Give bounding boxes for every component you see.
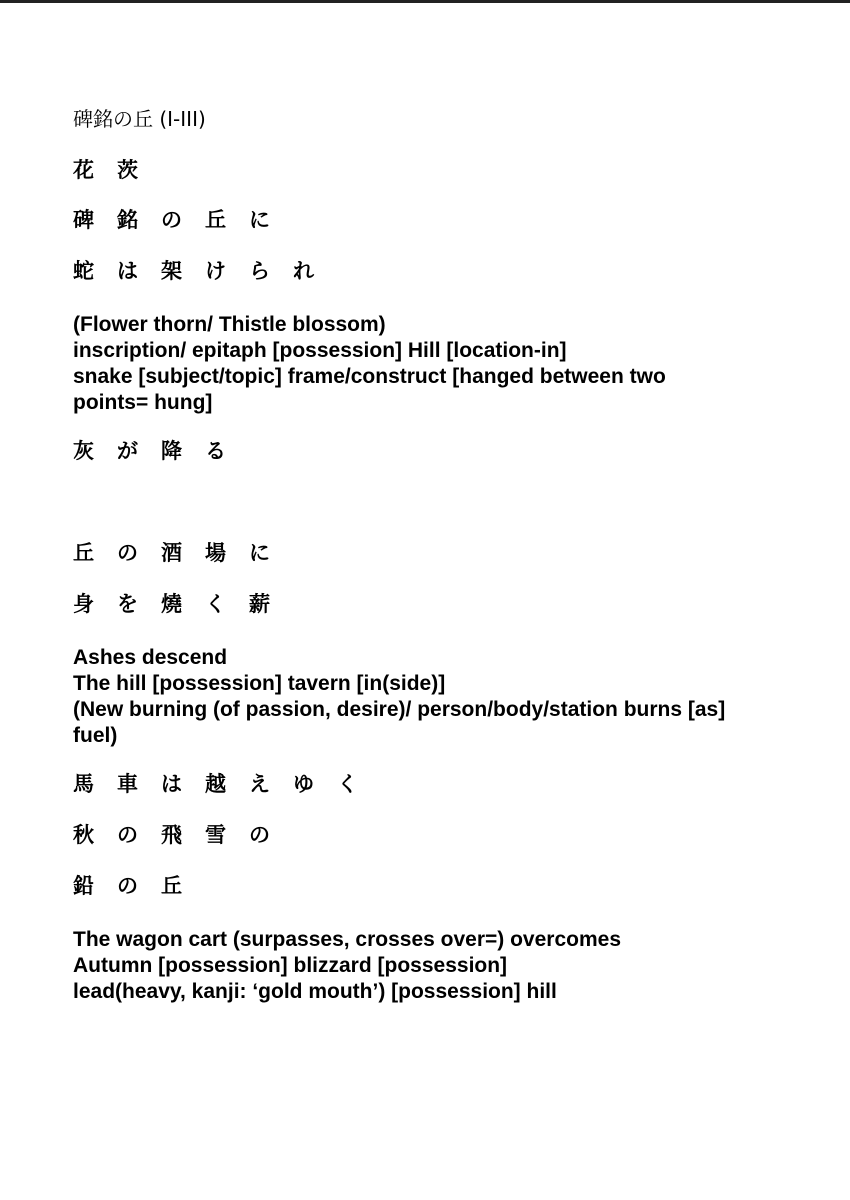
translation-line: Autumn [possession] blizzard [possession] <box>73 954 508 977</box>
translation-line: (Flower thorn/ Thistle blossom) <box>73 313 386 336</box>
translation-line: The wagon cart (surpasses, crosses over=) overcomes <box>73 928 621 951</box>
japanese-line-6: 身を燒く薪 <box>73 592 293 616</box>
japanese-line-5: 丘の酒場に <box>73 541 293 565</box>
japanese-line-7: 馬車は越えゆく <box>73 772 381 796</box>
english-translation-block-3 <box>73 927 803 1005</box>
document-title: 碑銘の丘 (I-III) <box>73 107 206 131</box>
translation-line: inscription/ epitaph [possession] Hill [location-in] <box>73 339 567 362</box>
translation-line: snake [subject/topic] frame/construct [hanged between two <box>73 365 666 388</box>
translation-line: lead(heavy, kanji: ‘gold mouth’) [possession] hill <box>73 980 557 1003</box>
translation-line: Ashes descend <box>73 646 228 669</box>
japanese-line-8: 秋の飛雪の <box>73 823 293 847</box>
translation-line: (New burning (of passion, desire)/ person/body/station burns [as] <box>73 698 726 721</box>
translation-line: The hill [possession] tavern [in(side)] <box>73 672 446 695</box>
english-translation-block-1 <box>73 312 803 416</box>
japanese-line-3: 蛇は架けられ <box>73 259 337 283</box>
translation-line: points= hung] <box>73 391 213 414</box>
japanese-line-1: 花茨 <box>73 158 161 182</box>
japanese-line-2: 碑銘の丘に <box>73 208 293 232</box>
english-translation-block-2 <box>73 645 803 749</box>
translation-line: fuel) <box>73 724 118 747</box>
top-border <box>0 0 850 3</box>
japanese-line-9: 鉛の丘 <box>73 874 205 898</box>
japanese-line-4: 灰が降る <box>73 439 249 463</box>
